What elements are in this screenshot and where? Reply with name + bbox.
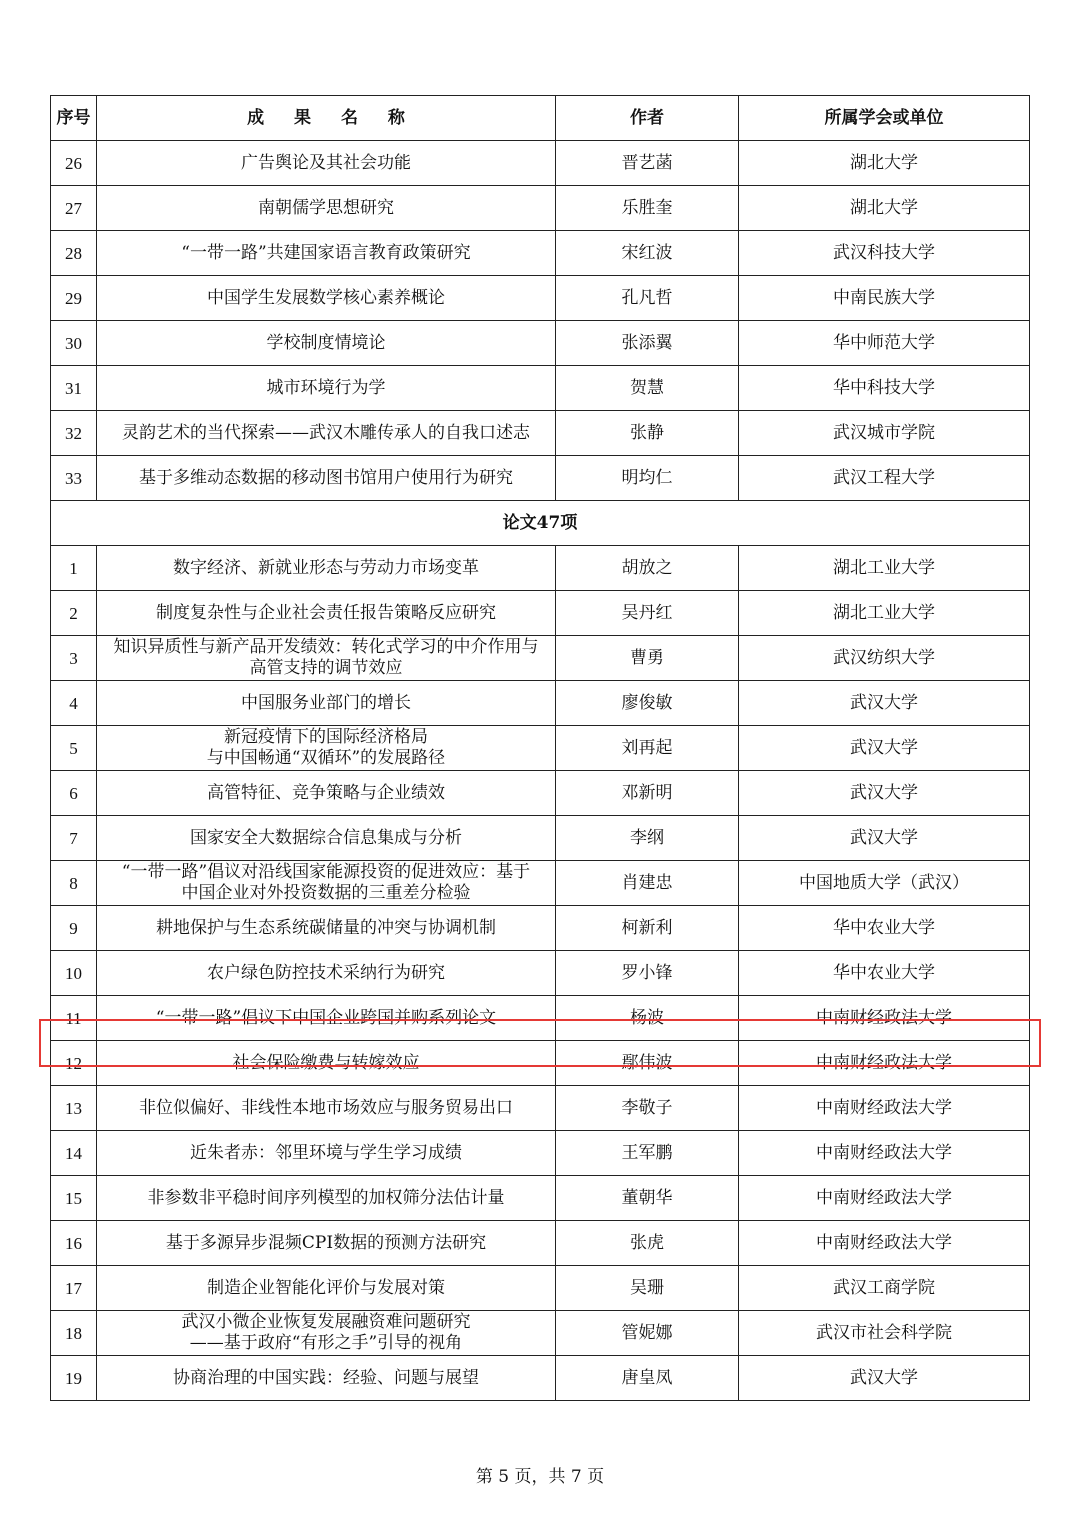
achievement-title [97, 546, 556, 591]
row-number: 10 [51, 951, 97, 996]
author-name: 张虎 [556, 1221, 739, 1266]
achievement-title [97, 681, 556, 726]
affiliation: 武汉大学 [739, 726, 1030, 771]
affiliation: 湖北工业大学 [739, 591, 1030, 636]
affiliation: 中南财经政法大学 [739, 1041, 1030, 1086]
awards-table [50, 95, 1030, 1401]
row-number: 19 [51, 1356, 97, 1401]
title-line: 灵韵艺术的当代探索——武汉木雕传承人的自我口述志 [122, 422, 530, 443]
row-number: 4 [51, 681, 97, 726]
title-line: ——基于政府“有形之手”引导的视角 [189, 1333, 463, 1353]
table-row [51, 951, 1030, 996]
row-number: 5 [51, 726, 97, 771]
affiliation: 华中农业大学 [739, 951, 1030, 996]
header-author: 作者 [556, 96, 739, 141]
achievement-title [97, 1266, 556, 1311]
affiliation: 中南财经政法大学 [739, 1131, 1030, 1176]
affiliation: 武汉工程大学 [739, 456, 1030, 501]
author-name: 吴丹红 [556, 591, 739, 636]
title-line: 非位似偏好、非线性本地市场效应与服务贸易出口 [139, 1097, 513, 1118]
affiliation: 武汉城市学院 [739, 411, 1030, 456]
row-number: 17 [51, 1266, 97, 1311]
row-number: 2 [51, 591, 97, 636]
title-line: 高管支持的调节效应 [249, 658, 403, 678]
title-line: 广告舆论及其社会功能 [241, 152, 411, 173]
author-name: 唐皇凤 [556, 1356, 739, 1401]
table-row [51, 861, 1030, 906]
achievement-title [97, 366, 556, 411]
achievement-title [97, 1131, 556, 1176]
row-number: 30 [51, 321, 97, 366]
achievement-title [97, 141, 556, 186]
author-name: 宋红波 [556, 231, 739, 276]
affiliation: 华中科技大学 [739, 366, 1030, 411]
affiliation: 武汉工商学院 [739, 1266, 1030, 1311]
row-number: 3 [51, 636, 97, 681]
title-line: 国家安全大数据综合信息集成与分析 [190, 827, 462, 848]
table-row [51, 366, 1030, 411]
title-line: 城市环境行为学 [266, 377, 386, 398]
row-number: 16 [51, 1221, 97, 1266]
achievement-title [97, 186, 556, 231]
header-no: 序号 [51, 96, 97, 141]
author-name: 杨波 [556, 996, 739, 1041]
author-name: 肖建忠 [556, 861, 739, 906]
title-line: 非参数非平稳时间序列模型的加权筛分法估计量 [147, 1187, 505, 1208]
title-line: 数字经济、新就业形态与劳动力市场变革 [173, 557, 479, 578]
achievement-title [97, 816, 556, 861]
affiliation: 湖北大学 [739, 141, 1030, 186]
rows-top [51, 141, 1030, 501]
table-row [51, 1041, 1030, 1086]
achievement-title [97, 861, 556, 906]
achievement-title [97, 996, 556, 1041]
row-number: 18 [51, 1311, 97, 1356]
title-line: 社会保险缴费与转嫁效应 [232, 1052, 420, 1073]
title-line: 高管特征、竞争策略与企业绩效 [207, 782, 445, 803]
table-row [51, 591, 1030, 636]
table-row [51, 546, 1030, 591]
author-name: 明均仁 [556, 456, 739, 501]
title-line: “一带一路”倡议下中国企业跨国并购系列论文 [155, 1007, 497, 1028]
title-line: 基于多维动态数据的移动图书馆用户使用行为研究 [139, 467, 513, 488]
row-number: 27 [51, 186, 97, 231]
table-row [51, 231, 1030, 276]
affiliation: 武汉大学 [739, 681, 1030, 726]
title-line: 基于多源异步混频CPI数据的预测方法研究 [165, 1232, 487, 1253]
table-row [51, 1176, 1030, 1221]
achievement-title [97, 321, 556, 366]
table-row [51, 1086, 1030, 1131]
row-number: 29 [51, 276, 97, 321]
row-number: 12 [51, 1041, 97, 1086]
affiliation: 中南财经政法大学 [739, 996, 1030, 1041]
author-name: 廖俊敏 [556, 681, 739, 726]
row-number: 15 [51, 1176, 97, 1221]
affiliation: 中南财经政法大学 [739, 1176, 1030, 1221]
author-name: 孔凡哲 [556, 276, 739, 321]
title-line: 制造企业智能化评价与发展对策 [207, 1277, 445, 1298]
table-row [51, 1356, 1030, 1401]
table-row [51, 726, 1030, 771]
title-line: 近朱者赤：邻里环境与学生学习成绩 [190, 1142, 462, 1163]
achievement-title [97, 1176, 556, 1221]
author-name: 刘再起 [556, 726, 739, 771]
achievement-title [97, 726, 556, 771]
table-row [51, 321, 1030, 366]
author-name: 王军鹏 [556, 1131, 739, 1176]
title-line: 中国企业对外投资数据的三重差分检验 [181, 883, 471, 903]
achievement-title [97, 951, 556, 996]
table-row [51, 906, 1030, 951]
achievement-title [97, 1221, 556, 1266]
table-row [51, 636, 1030, 681]
author-name: 管妮娜 [556, 1311, 739, 1356]
section-row [51, 501, 1030, 546]
affiliation: 中南财经政法大学 [739, 1221, 1030, 1266]
affiliation: 湖北大学 [739, 186, 1030, 231]
table-row [51, 186, 1030, 231]
author-name: 邓新明 [556, 771, 739, 816]
row-number: 13 [51, 1086, 97, 1131]
table-row [51, 996, 1030, 1041]
author-name: 乐胜奎 [556, 186, 739, 231]
author-name: 柯新利 [556, 906, 739, 951]
row-number: 28 [51, 231, 97, 276]
title-line: 学校制度情境论 [266, 332, 386, 353]
affiliation: 华中师范大学 [739, 321, 1030, 366]
table-row [51, 411, 1030, 456]
affiliation: 武汉纺织大学 [739, 636, 1030, 681]
title-line: 知识异质性与新产品开发绩效：转化式学习的中介作用与 [113, 637, 539, 657]
title-line: 农户绿色防控技术采纳行为研究 [207, 962, 445, 983]
affiliation: 中南财经政法大学 [739, 1086, 1030, 1131]
author-name: 晋艺菡 [556, 141, 739, 186]
achievement-title [97, 636, 556, 681]
affiliation: 中南民族大学 [739, 276, 1030, 321]
row-number: 14 [51, 1131, 97, 1176]
title-line: 南朝儒学思想研究 [258, 197, 394, 218]
author-name: 董朝华 [556, 1176, 739, 1221]
author-name: 张静 [556, 411, 739, 456]
title-line: 与中国畅通“双循环”的发展路径 [206, 748, 446, 768]
title-line: 武汉小微企业恢复发展融资难问题研究 [181, 1312, 471, 1332]
rows-bottom [51, 546, 1030, 1401]
affiliation: 武汉市社会科学院 [739, 1311, 1030, 1356]
title-line: “一带一路”倡议对沿线国家能源投资的促进效应：基于 [121, 862, 531, 882]
header-unit: 所属学会或单位 [739, 96, 1030, 141]
row-number: 26 [51, 141, 97, 186]
achievement-title [97, 1311, 556, 1356]
title-line: 中国服务业部门的增长 [241, 692, 411, 713]
achievement-title [97, 1356, 556, 1401]
affiliation: 湖北工业大学 [739, 546, 1030, 591]
achievement-title [97, 276, 556, 321]
table-row [51, 681, 1030, 726]
table-row [51, 816, 1030, 861]
achievement-title [97, 1041, 556, 1086]
row-number: 32 [51, 411, 97, 456]
author-name: 罗小锋 [556, 951, 739, 996]
table-row [51, 1311, 1030, 1356]
row-number: 9 [51, 906, 97, 951]
achievement-title [97, 456, 556, 501]
author-name: 鄢伟波 [556, 1041, 739, 1086]
section-block [51, 501, 1030, 546]
title-line: “一带一路”共建国家语言教育政策研究 [181, 242, 471, 263]
achievement-title [97, 231, 556, 276]
table-row [51, 276, 1030, 321]
row-number: 31 [51, 366, 97, 411]
achievement-title [97, 411, 556, 456]
row-number: 6 [51, 771, 97, 816]
section-title: 论文47项 [51, 501, 1030, 546]
title-line: 协商治理的中国实践：经验、问题与展望 [173, 1367, 479, 1388]
author-name: 张添翼 [556, 321, 739, 366]
affiliation: 武汉科技大学 [739, 231, 1030, 276]
table-row [51, 141, 1030, 186]
table-row [51, 456, 1030, 501]
header-title: 成 果 名 称 [97, 96, 556, 141]
page-footer: 第 5 页，共 7 页 [475, 1467, 605, 1487]
author-name: 吴珊 [556, 1266, 739, 1311]
affiliation: 武汉大学 [739, 1356, 1030, 1401]
author-name: 李敬子 [556, 1086, 739, 1131]
row-number: 1 [51, 546, 97, 591]
row-number: 8 [51, 861, 97, 906]
affiliation: 中国地质大学（武汉） [739, 861, 1030, 906]
affiliation: 武汉大学 [739, 771, 1030, 816]
table-row [51, 771, 1030, 816]
author-name: 胡放之 [556, 546, 739, 591]
table-row [51, 1131, 1030, 1176]
table-row [51, 1266, 1030, 1311]
row-number: 7 [51, 816, 97, 861]
table-row [51, 1221, 1030, 1266]
achievement-title [97, 906, 556, 951]
title-line: 耕地保护与生态系统碳储量的冲突与协调机制 [156, 917, 496, 938]
row-number: 33 [51, 456, 97, 501]
affiliation: 武汉大学 [739, 816, 1030, 861]
row-number: 11 [51, 996, 97, 1041]
author-name: 贺慧 [556, 366, 739, 411]
achievement-title [97, 771, 556, 816]
achievement-title [97, 1086, 556, 1131]
title-line: 制度复杂性与企业社会责任报告策略反应研究 [156, 602, 496, 623]
affiliation: 华中农业大学 [739, 906, 1030, 951]
title-line: 新冠疫情下的国际经济格局 [224, 727, 428, 747]
author-name: 曹勇 [556, 636, 739, 681]
achievement-title [97, 591, 556, 636]
author-name: 李纲 [556, 816, 739, 861]
title-line: 中国学生发展数学核心素养概论 [207, 287, 445, 308]
table-header-row [51, 96, 1030, 141]
